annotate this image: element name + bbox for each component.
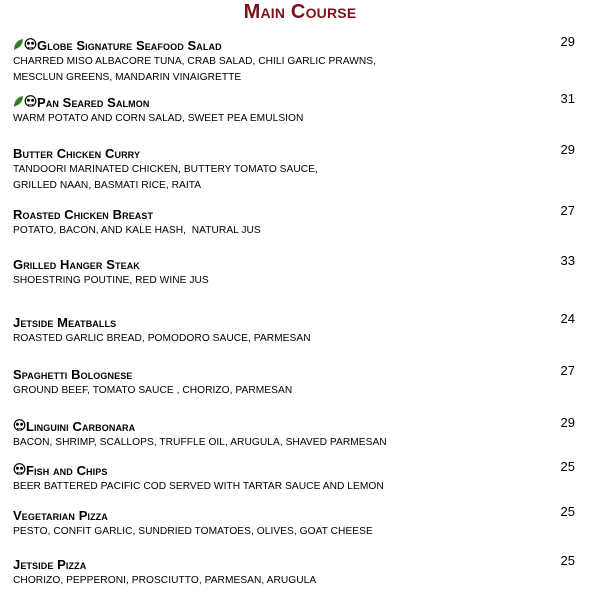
menu-item-name: Globe Signature Seafood Salad <box>37 38 222 53</box>
menu-item-name: Fish and Chips <box>26 463 108 478</box>
menu-item-header <box>13 142 580 162</box>
dietary-icons <box>13 37 37 53</box>
menu-item-header <box>13 415 580 435</box>
menu-item-price: 25 <box>560 459 575 474</box>
menu-item <box>13 553 580 589</box>
menu-item-price: 25 <box>560 553 575 568</box>
menu-item-price: 31 <box>560 91 575 106</box>
menu-item-header <box>13 34 580 54</box>
menu-item-name: Linguini Carbonara <box>26 419 136 434</box>
skull-icon <box>13 419 26 437</box>
menu-item-price: 24 <box>560 311 575 326</box>
dietary-icons <box>13 94 37 110</box>
menu-item-header <box>13 553 580 573</box>
leaf-icon <box>13 95 24 113</box>
menu-item-price: 29 <box>560 142 575 157</box>
skull-icon <box>13 463 26 481</box>
menu-item-price: 27 <box>560 363 575 378</box>
menu-item <box>13 504 580 540</box>
menu-item-header <box>13 311 580 331</box>
page-title: Main Course <box>243 1 357 23</box>
menu-item-description: TANDOORI MARINATED CHICKEN, BUTTERY TOMATO SAUCE, <box>13 164 318 175</box>
menu-item <box>13 142 580 194</box>
menu-item-price: 27 <box>560 203 575 218</box>
menu-item <box>13 311 580 347</box>
dietary-icons <box>13 462 26 478</box>
menu-item-name: Spaghetti Bolognese <box>13 367 133 382</box>
menu-item-name: Vegetarian Pizza <box>13 508 108 523</box>
menu-item-name: Jetside Meatballs <box>13 315 117 330</box>
menu-item <box>13 91 580 127</box>
menu-item-name: Butter Chicken Curry <box>13 146 141 161</box>
skull-icon <box>24 95 37 113</box>
menu-item-description: POTATO, BACON, AND KALE HASH, NATURAL JUS <box>13 225 261 236</box>
menu-item-header <box>13 203 580 223</box>
menu-item-description: SHOESTRING POUTINE, RED WINE JUS <box>13 275 209 286</box>
menu-item-description: BACON, SHRIMP, SCALLOPS, TRUFFLE OIL, ARUGULA, SHAVED PARMESAN <box>13 437 387 448</box>
menu-item-name: Grilled Hanger Steak <box>13 257 140 272</box>
menu-item-header <box>13 91 580 111</box>
menu-item-name: Jetside Pizza <box>13 557 87 572</box>
menu-item <box>13 363 580 399</box>
menu-item-price: 29 <box>560 415 575 430</box>
menu-item-description: BEER BATTERED PACIFIC COD SERVED WITH TARTAR SAUCE AND LEMON <box>13 481 384 492</box>
menu-item-description: WARM POTATO AND CORN SALAD, SWEET PEA EMULSION <box>13 113 304 124</box>
menu-item-header <box>13 504 580 524</box>
menu-item-header <box>13 253 580 273</box>
menu-item <box>13 253 580 289</box>
menu-item <box>13 203 580 239</box>
menu-item-price: 33 <box>560 253 575 268</box>
menu-item <box>13 459 580 495</box>
menu-item-description: GRILLED NAAN, BASMATI RICE, RAITA <box>13 180 202 191</box>
menu-item-description: PESTO, CONFIT GARLIC, SUNDRIED TOMATOES, OLIVES, GOAT CHEESE <box>13 526 373 537</box>
menu-item-price: 29 <box>560 34 575 49</box>
menu-item-description: MESCLUN GREENS, MANDARIN VINAIGRETTE <box>13 72 242 83</box>
menu-item-name: Roasted Chicken Breast <box>13 207 154 222</box>
leaf-icon <box>13 38 24 56</box>
skull-icon <box>24 38 37 56</box>
menu-item-description: ROASTED GARLIC BREAD, POMODORO SAUCE, PARMESAN <box>13 333 311 344</box>
menu-item-price: 25 <box>560 504 575 519</box>
menu-item <box>13 34 580 86</box>
menu-item-header <box>13 363 580 383</box>
menu-item-name: Pan Seared Salmon <box>37 95 150 110</box>
dietary-icons <box>13 418 26 434</box>
menu-item-description: CHARRED MISO ALBACORE TUNA, CRAB SALAD, CHILI GARLIC PRAWNS, <box>13 56 377 67</box>
menu-item-description: CHORIZO, PEPPERONI, PROSCIUTTO, PARMESAN, ARUGULA <box>13 575 317 586</box>
menu-item <box>13 415 580 451</box>
menu-item-description: GROUND BEEF, TOMATO SAUCE , CHORIZO, PARMESAN <box>13 385 293 396</box>
menu-item-header <box>13 459 580 479</box>
